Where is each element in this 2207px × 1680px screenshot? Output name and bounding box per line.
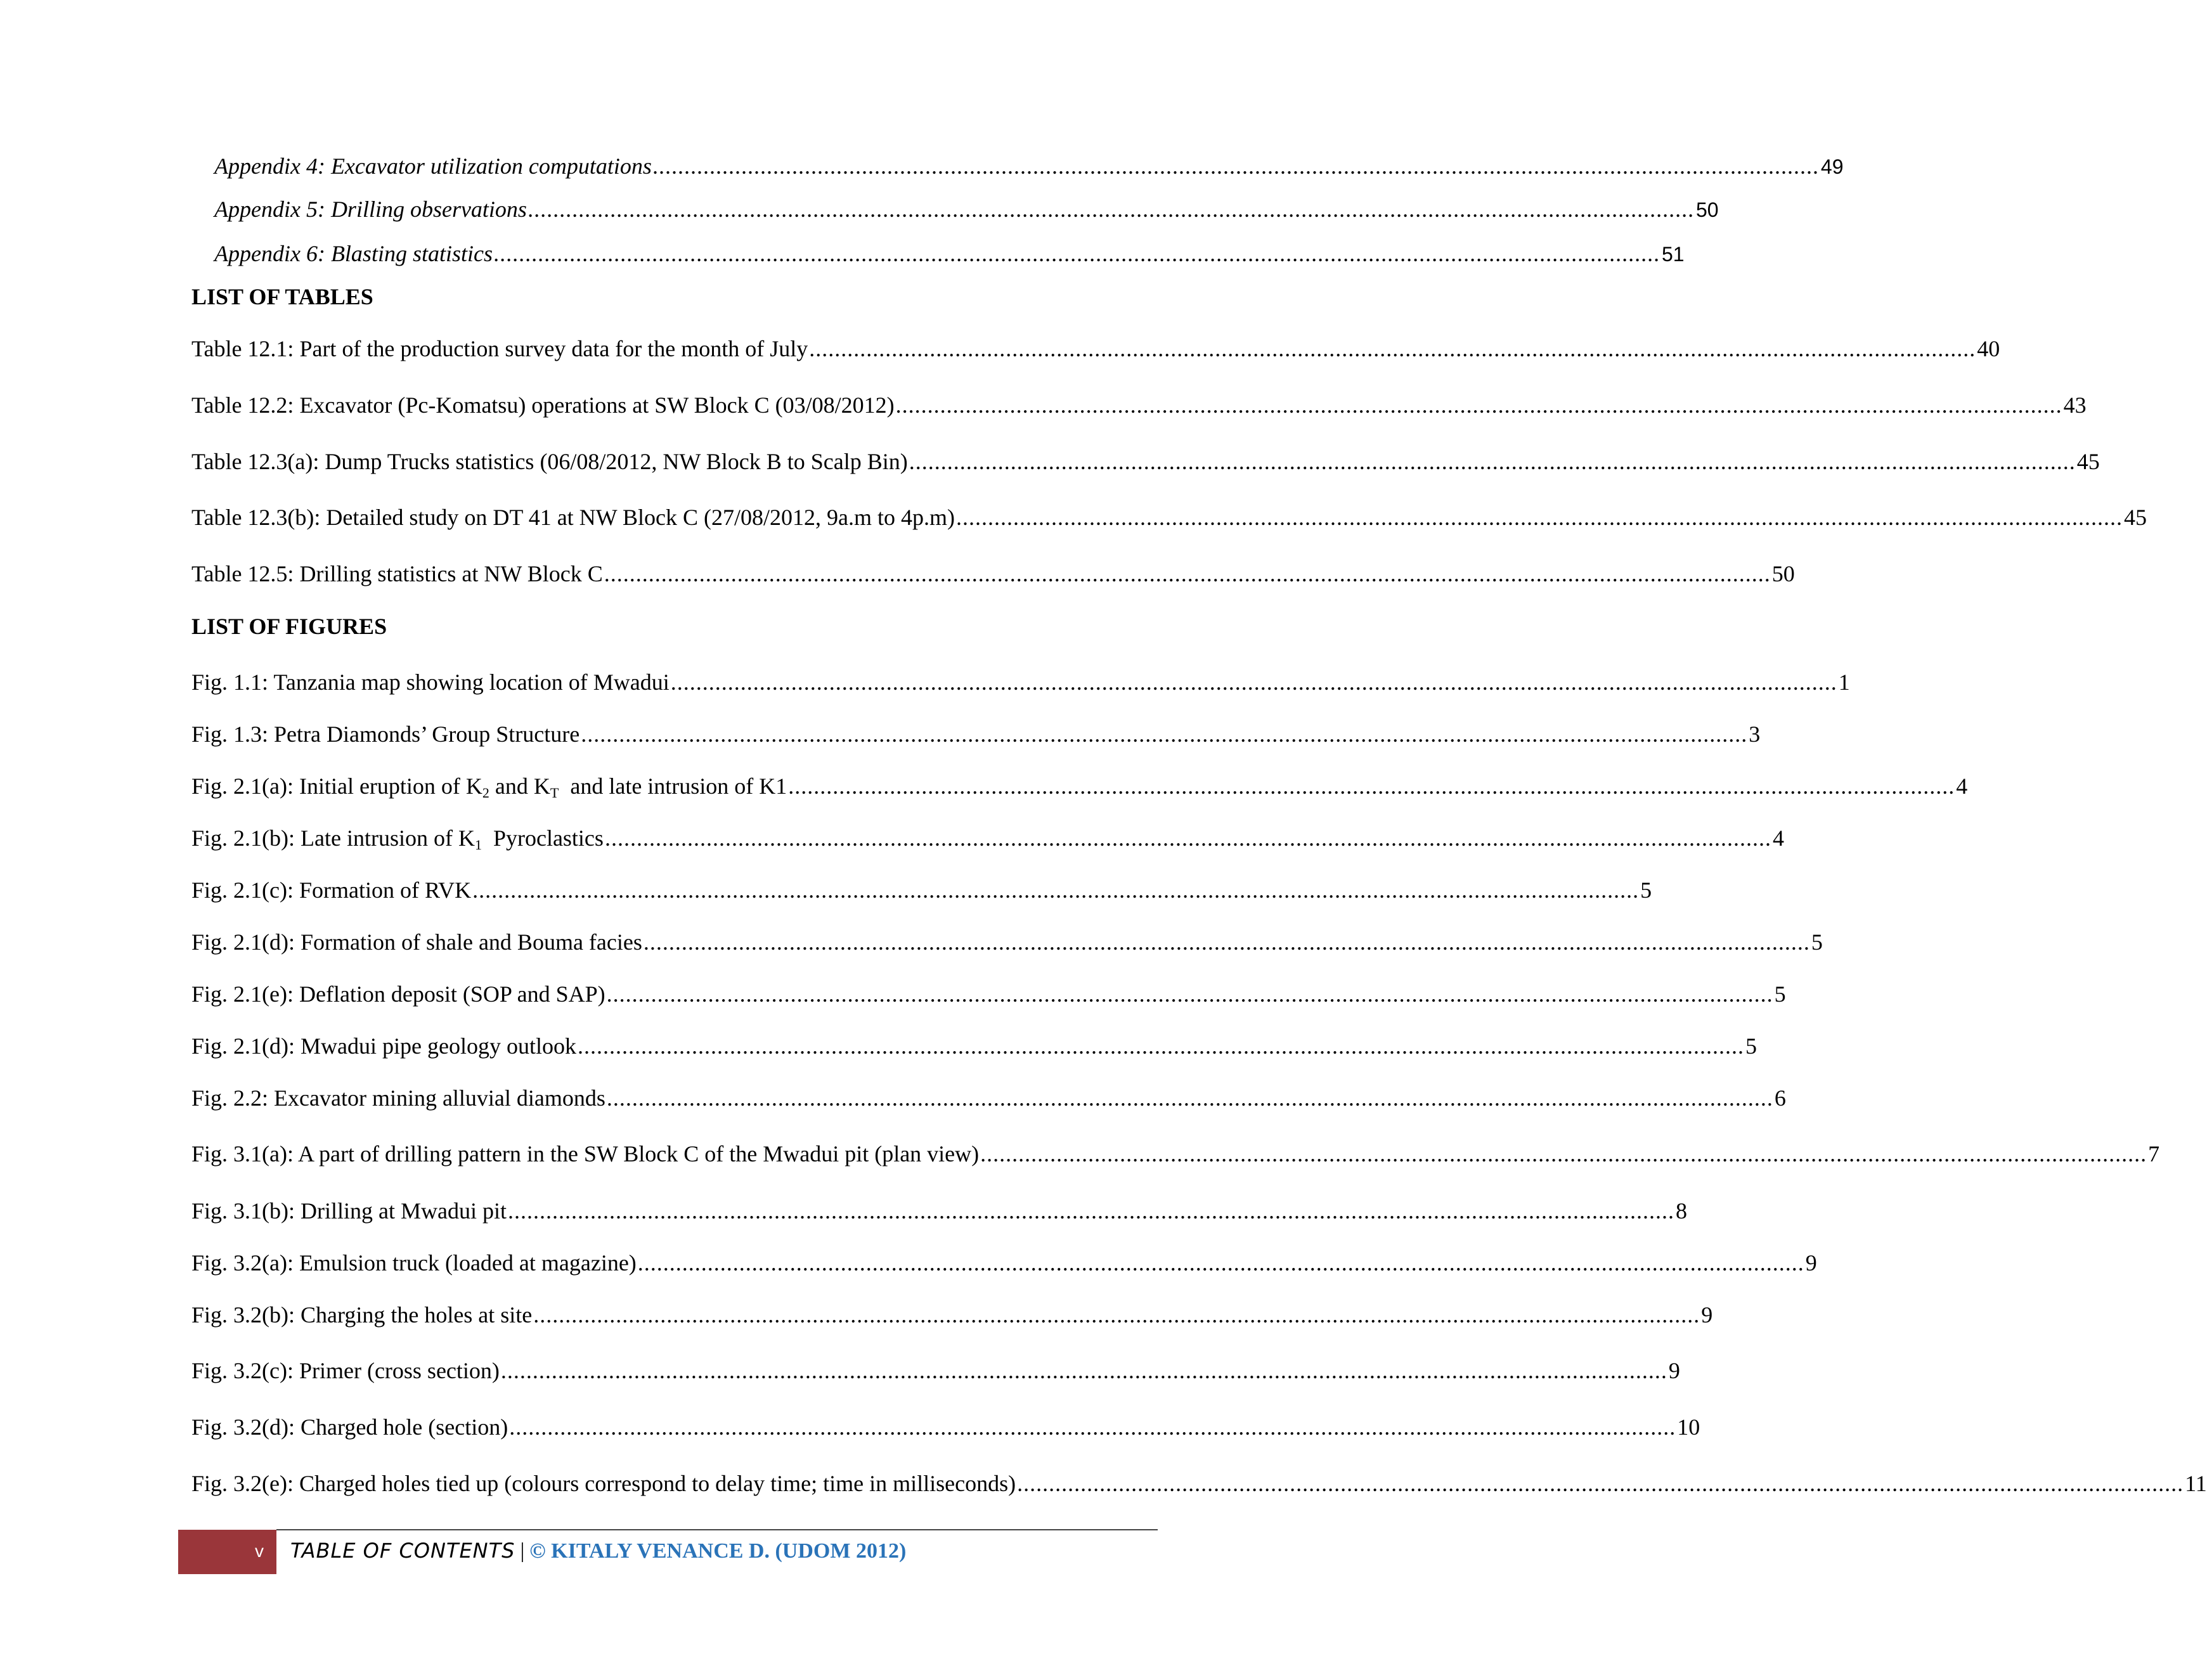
toc-entry-label: Fig. 1.1: Tanzania map showing location of Mwadui — [191, 669, 670, 695]
toc-page-number: 5 — [1811, 929, 1823, 955]
dot-leader: ........................................................................................................................................................................................ — [527, 197, 1695, 222]
toc-entry-label: Fig. 2.1(e): Deflation deposit (SOP and SAP) — [191, 981, 605, 1007]
toc-page-number: 40 — [1977, 336, 2000, 361]
toc-page-number: 45 — [2076, 449, 2100, 474]
toc-entry-label: Fig. 3.1(b): Drilling at Mwadui pit — [191, 1198, 507, 1224]
toc-entry-figure[interactable] — [191, 1249, 1817, 1277]
toc-page-number: 4 — [1772, 825, 1784, 851]
dot-leader: ........................................................................................................................................................................................ — [581, 721, 1748, 747]
toc-page-number: 43 — [2063, 392, 2087, 418]
toc-entry-label: Fig. 3.2(b): Charging the holes at site — [191, 1302, 533, 1328]
footer — [290, 1537, 906, 1565]
toc-page-number: 9 — [1701, 1302, 1713, 1328]
toc-entry-table[interactable] — [191, 560, 1795, 588]
toc-page-number: 3 — [1749, 721, 1761, 747]
toc-page-number: 45 — [2123, 505, 2147, 530]
list-of-tables-heading: LIST OF TABLES — [191, 284, 373, 309]
toc-entry-table[interactable] — [191, 503, 2147, 531]
dot-leader: ........................................................................................................................................................................................ — [909, 449, 2076, 474]
dot-leader: ........................................................................................................................................................................................ — [1017, 1471, 2184, 1496]
toc-entry-figure[interactable] — [191, 1197, 1687, 1225]
label-part: Fig. 2.1(b): Late intrusion of K — [191, 825, 475, 851]
toc-entry-label: Table 12.1: Part of the production survey data for the month of July — [191, 336, 808, 361]
toc-entry-label: Table 12.2: Excavator (Pc-Komatsu) operations at SW Block C (03/08/2012) — [191, 392, 895, 418]
toc-page-number: 11 — [2185, 1471, 2207, 1496]
dot-leader: ........................................................................................................................................................................................ — [895, 392, 2062, 418]
footer-rule — [276, 1529, 1158, 1530]
toc-entry-figure[interactable] — [191, 1470, 2207, 1497]
toc-entry-label: Table 12.3(b): Detailed study on DT 41 at NW Block C (27/08/2012, 9a.m to 4p.m) — [191, 505, 955, 530]
dot-leader: ........................................................................................................................................................................................ — [577, 1033, 1744, 1059]
toc-page-number: 4 — [1956, 773, 1968, 799]
toc-entry-figure[interactable] — [191, 1140, 2160, 1168]
toc-entry-figure[interactable] — [191, 668, 1850, 696]
toc-entry-label: Appendix 4: Excavator utilization computations — [214, 153, 652, 179]
toc-entry-label: Fig. 2.1(d): Mwadui pipe geology outlook — [191, 1033, 576, 1059]
toc-page-number: 5 — [1640, 877, 1652, 903]
toc-entry-figure[interactable] — [191, 1301, 1713, 1329]
footer-page-number: v — [255, 1541, 264, 1561]
dot-leader: ........................................................................................................................................................................................ — [500, 1358, 1667, 1383]
toc-page-number: 10 — [1677, 1414, 1700, 1440]
footer-section-title: TABLE OF CONTENTS — [290, 1539, 515, 1563]
subscript: 1 — [474, 837, 482, 853]
footer-separator: | — [520, 1539, 525, 1563]
toc-entry-appendix-6[interactable] — [214, 240, 1685, 268]
toc-entry-figure[interactable] — [191, 824, 1784, 853]
toc-page-number: 9 — [1805, 1250, 1817, 1276]
toc-entry-label: Fig. 3.2(c): Primer (cross section) — [191, 1358, 500, 1383]
toc-page-number: 9 — [1668, 1358, 1680, 1383]
toc-page-number: 50 — [1771, 561, 1795, 586]
toc-entry-label: Fig. 3.2(d): Charged hole (section) — [191, 1414, 508, 1440]
label-part: and K — [489, 773, 550, 799]
toc-entry-label — [191, 772, 787, 800]
dot-leader: ........................................................................................................................................................................................ — [637, 1250, 1804, 1276]
toc-entry-figure[interactable] — [191, 1357, 1680, 1385]
toc-entry-label: Fig. 1.3: Petra Diamonds’ Group Structure — [191, 721, 580, 747]
dot-leader: ........................................................................................................................................................................................ — [809, 336, 1976, 361]
toc-page-number: 5 — [1774, 981, 1786, 1007]
toc-page-number: 6 — [1774, 1085, 1786, 1111]
dot-leader: ........................................................................................................................................................................................ — [652, 153, 1820, 179]
dot-leader: ........................................................................................................................................................................................ — [955, 505, 2123, 530]
toc-entry-label: Fig. 2.2: Excavator mining alluvial diamonds — [191, 1085, 605, 1111]
toc-entry-figure[interactable] — [191, 1084, 1786, 1112]
toc-entry-label: Fig. 3.1(a): A part of drilling pattern in the SW Block C of the Mwadui pit (plan view) — [191, 1141, 980, 1166]
footer-page-box — [178, 1530, 276, 1574]
subscript: 2 — [482, 785, 489, 801]
dot-leader: ........................................................................................................................................................................................ — [643, 929, 1810, 955]
dot-leader: ........................................................................................................................................................................................ — [604, 561, 1771, 586]
toc-entry-figure[interactable] — [191, 720, 1761, 748]
toc-entry-figure[interactable] — [191, 1032, 1757, 1060]
toc-entry-table[interactable] — [191, 335, 2000, 363]
toc-entry-appendix-4[interactable] — [214, 152, 1844, 181]
dot-leader: ........................................................................................................................................................................................ — [604, 825, 1771, 851]
toc-entry-appendix-5[interactable] — [214, 195, 1719, 224]
dot-leader: ........................................................................................................................................................................................ — [533, 1302, 1700, 1328]
toc-page-number: 51 — [1661, 243, 1685, 266]
dot-leader: ........................................................................................................................................................................................ — [670, 669, 1837, 695]
footer-copyright: © KITALY VENANCE D. (UDOM 2012) — [529, 1539, 907, 1563]
label-part: and late intrusion of K1 — [559, 773, 787, 799]
toc-entry-label: Fig. 3.2(a): Emulsion truck (loaded at magazine) — [191, 1250, 637, 1276]
dot-leader: ........................................................................................................................................................................................ — [472, 877, 1640, 903]
dot-leader: ........................................................................................................................................................................................ — [606, 1085, 1773, 1111]
toc-page-number: 5 — [1745, 1033, 1757, 1059]
toc-entry-label: Appendix 5: Drilling observations — [214, 197, 527, 222]
toc-entry-label — [191, 824, 604, 852]
dot-leader: ........................................................................................................................................................................................ — [980, 1141, 2147, 1166]
toc-page-number: 8 — [1675, 1198, 1687, 1224]
dot-leader: ........................................................................................................................................................................................ — [507, 1198, 1674, 1224]
dot-leader: ........................................................................................................................................................................................ — [788, 773, 1955, 799]
toc-page-number: 50 — [1695, 198, 1719, 221]
toc-entry-label: Fig. 3.2(e): Charged holes tied up (colours correspond to delay time; time in milliseconds) — [191, 1471, 1016, 1496]
toc-entry-figure[interactable] — [191, 980, 1786, 1008]
toc-entry-figure[interactable] — [191, 928, 1823, 956]
toc-entry-table[interactable] — [191, 448, 2100, 475]
toc-page-number: 1 — [1838, 669, 1850, 695]
dot-leader: ........................................................................................................................................................................................ — [606, 981, 1773, 1007]
toc-entry-label: Fig. 2.1(d): Formation of shale and Bouma facies — [191, 929, 642, 955]
toc-entry-label: Fig. 2.1(c): Formation of RVK — [191, 877, 472, 903]
toc-page-number: 49 — [1820, 155, 1844, 178]
toc-entry-label: Table 12.5: Drilling statistics at NW Block C — [191, 561, 603, 586]
label-part: Fig. 2.1(a): Initial eruption of K — [191, 773, 482, 799]
toc-entry-figure[interactable] — [191, 1413, 1700, 1441]
toc-entry-figure[interactable] — [191, 876, 1652, 904]
subscript: T — [550, 785, 559, 801]
dot-leader: ........................................................................................................................................................................................ — [509, 1414, 1676, 1440]
toc-entry-figure[interactable] — [191, 772, 1968, 801]
list-of-figures-heading: LIST OF FIGURES — [191, 614, 387, 639]
dot-leader: ........................................................................................................................................................................................ — [493, 241, 1660, 266]
toc-entry-table[interactable] — [191, 391, 2087, 419]
toc-page-number: 7 — [2148, 1141, 2160, 1166]
toc-entry-label: Table 12.3(a): Dump Trucks statistics (06/08/2012, NW Block B to Scalp Bin) — [191, 449, 908, 474]
label-part: Pyroclastics — [481, 825, 604, 851]
toc-entry-label: Appendix 6: Blasting statistics — [214, 241, 493, 266]
